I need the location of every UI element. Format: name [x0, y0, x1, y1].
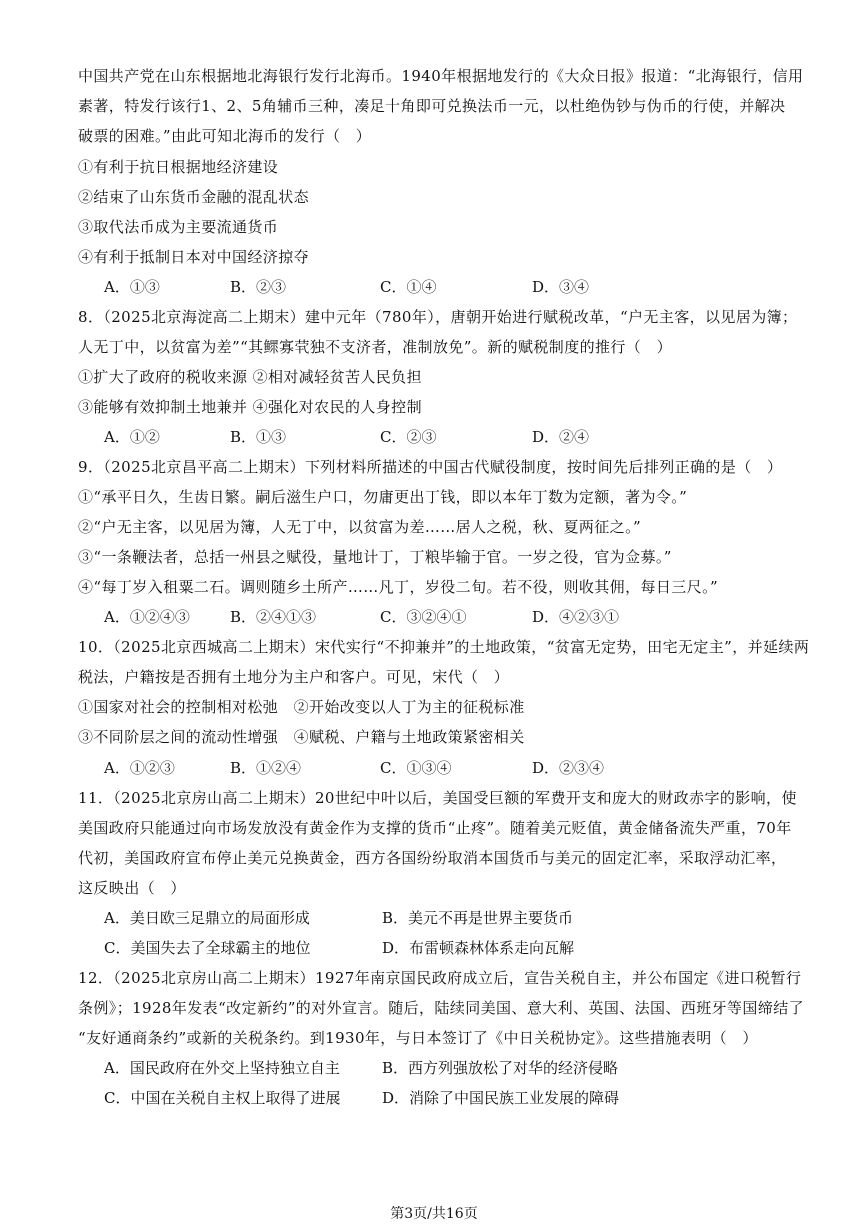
q8-stem-line-2: 人无丁中，以贫富为差”“其鳏寡茕独不支济者，准制放免”。新的赋税制度的推行（ ）	[78, 338, 673, 356]
q12-option-c[interactable]: C．中国在关税自主权上取得了进展	[104, 1089, 341, 1107]
q11-option-a[interactable]: A．美日欧三足鼎立的局面形成	[104, 909, 310, 927]
q10-options	[104, 758, 824, 778]
intro-option-d[interactable]: D．③④	[532, 278, 590, 296]
page-number-footer: 第3页/共16页	[390, 1206, 478, 1222]
q12-stem-line-1: 12．（2025北京房山高二上期末）1927年南京国民政府成立后，宣告关税自主，并公布国定《进口税暂行	[78, 969, 802, 987]
q11-option-d[interactable]: D．布雷顿森林体系走向瓦解	[382, 939, 575, 957]
intro-option-b[interactable]: B．②③	[230, 278, 287, 296]
q9-statement-1: ①“承平日久，生齿日繁。嗣后滋生户口，勿庸更出丁钱，即以本年丁数为定额，著为令。”	[78, 488, 688, 506]
q12-stem-line-2: 条例》；1928年发表“改定新约”的对外宣言。随后，陆续同美国、意大利、英国、法国、西班牙等国缔结了	[78, 999, 805, 1017]
q8-option-c[interactable]: C．②③	[380, 428, 437, 446]
q8-options	[104, 427, 824, 447]
q11-stem-line-3: 代初，美国政府宣布停止美元兑换黄金，西方各国纷纷取消本国货币与美元的固定汇率，采取浮动汇率，	[78, 849, 787, 867]
q10-stem-line-2: 税法，户籍按是否拥有土地分为主户和客户。可见，宋代（ ）	[78, 668, 510, 686]
q12-option-b[interactable]: B．西方列强放松了对华的经济侵略	[382, 1059, 619, 1077]
intro-option-a[interactable]: A．①③	[104, 278, 160, 296]
q10-option-c[interactable]: C．①③④	[380, 759, 452, 777]
q9-stem-line-1: 9．（2025北京昌平高二上期末）下列材料所描述的中国古代赋役制度，按时间先后排列正确的是（ ）	[78, 458, 783, 476]
q11-stem-line-2: 美国政府只能通过向市场发放没有黄金作为支撑的货币“止疼”。随着美元贬值，黄金储备流失严重，70年	[78, 819, 792, 837]
q9-statement-3: ③“一条鞭法者，总括一州县之赋役，量地计丁，丁粮毕输于官。一岁之役，官为佥募。”	[78, 548, 672, 566]
q8-option-a[interactable]: A．①②	[104, 428, 160, 446]
intro-stem-line-1: 中国共产党在山东根据地北海银行发行北海币。1940年根据地发行的《大众日报》报道：“北海银行，信用	[78, 67, 804, 85]
intro-stem-line-2: 素著，特发行该行1、2、5角辅币三种，凑足十角即可兑换法币一元，以杜绝伪钞与伪币的行使，并解决	[78, 97, 786, 115]
intro-options	[104, 277, 824, 297]
q9-option-c[interactable]: C．③②④①	[380, 608, 467, 626]
intro-stem-line-3: 破票的困难。”由此可知北海币的发行（ ）	[78, 127, 372, 145]
intro-option-c[interactable]: C．①④	[380, 278, 437, 296]
q8-option-d[interactable]: D．②④	[532, 428, 590, 446]
q9-options	[104, 607, 824, 627]
q8-statements-1: ①扩大了政府的税收来源 ②相对减轻贫苦人民负担	[78, 368, 422, 386]
q10-option-d[interactable]: D．②③④	[532, 759, 605, 777]
q11-stem-line-4: 这反映出（ ）	[78, 879, 186, 897]
intro-statement-1: ①有利于抗日根据地经济建设	[78, 158, 279, 176]
q10-statements-2: ③不同阶层之间的流动性增强 ④赋税、户籍与土地政策紧密相关	[78, 728, 525, 746]
q10-option-a[interactable]: A．①②③	[104, 759, 175, 777]
q12-option-a[interactable]: A．国民政府在外交上坚持独立自主	[104, 1059, 340, 1077]
q8-option-b[interactable]: B．①③	[230, 428, 287, 446]
q11-stem-line-1: 11．（2025北京房山高二上期末）20世纪中叶以后，美国受巨额的军费开支和庞大的财政赤字的影响，使	[78, 789, 797, 807]
q11-option-c[interactable]: C．美国失去了全球霸主的地位	[104, 939, 311, 957]
q10-stem-line-1: 10．（2025北京西城高二上期末）宋代实行“不抑兼并”的土地政策，“贫富无定势，田宅无定主”，并延续两	[78, 638, 810, 656]
intro-statement-3: ③取代法币成为主要流通货币	[78, 218, 279, 236]
q9-statement-2: ②“户无主客，以见居为簿，人无丁中，以贫富为差……居人之税，秋、夏两征之。”	[78, 518, 642, 536]
intro-statement-4: ④有利于抵制日本对中国经济掠夺	[78, 248, 310, 266]
q11-option-b[interactable]: B．美元不再是世界主要货币	[382, 909, 574, 927]
q9-option-b[interactable]: B．②④①③	[230, 608, 317, 626]
q9-option-d[interactable]: D．④②③①	[532, 608, 620, 626]
intro-statement-2: ②结束了山东货币金融的混乱状态	[78, 188, 310, 206]
q10-statements-1: ①国家对社会的控制相对松弛 ②开始改变以人丁为主的征税标准	[78, 698, 525, 716]
q12-option-d[interactable]: D．消除了中国民族工业发展的障碍	[382, 1089, 620, 1107]
q10-option-b[interactable]: B．①②④	[230, 759, 302, 777]
q9-option-a[interactable]: A．①②④③	[104, 608, 190, 626]
q8-stem-line-1: 8．（2025北京海淀高二上期末）建中元年（780年），唐朝开始进行赋税改革，“户无主客，以见居为簿；	[78, 308, 798, 326]
q9-statement-4: ④“每丁岁入租粟二石。调则随乡土所产……凡丁，岁役二旬。若不役，则收其佣，每日三尺。”	[78, 578, 719, 596]
q12-stem-line-3: “友好通商条约”或新的关税条约。到1930年，与日本签订了《中日关税协定》。这些措施表明（ ）	[78, 1029, 758, 1047]
q8-statements-2: ③能够有效抑制土地兼并 ④强化对农民的人身控制	[78, 398, 422, 416]
